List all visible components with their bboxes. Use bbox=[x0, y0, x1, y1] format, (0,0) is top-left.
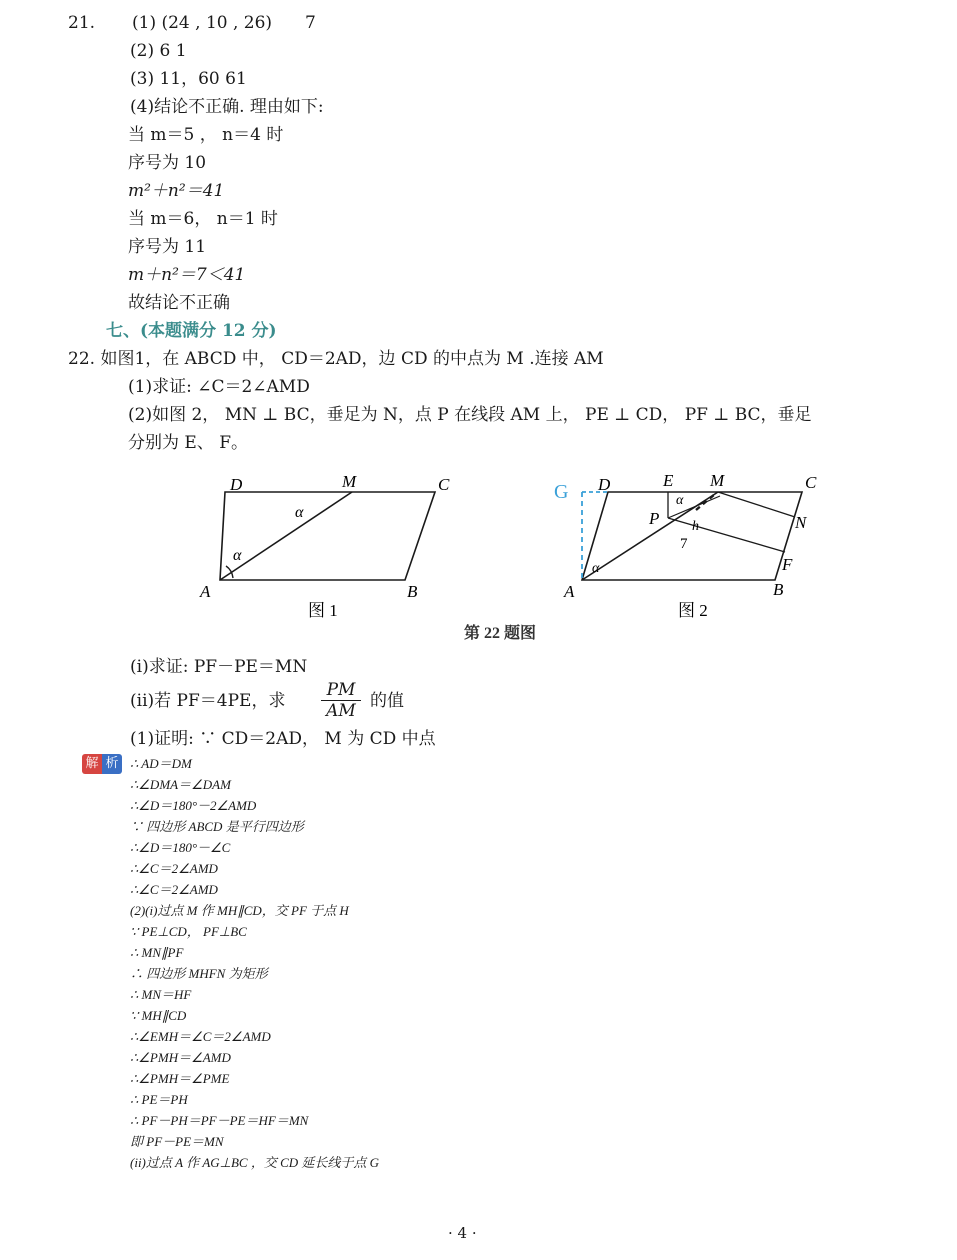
fig2-h: h bbox=[692, 519, 699, 534]
proof-start: (1)证明: ∵ CD＝2AD， M 为 CD 中点 bbox=[130, 729, 436, 749]
q21-line2: 序号为 10 bbox=[128, 153, 207, 173]
fig1-label-m: M bbox=[342, 472, 357, 491]
figure-1 bbox=[199, 472, 450, 620]
fig2-label-f: F bbox=[782, 555, 793, 574]
solution-line: ∴∠PMH＝∠PME bbox=[130, 1071, 230, 1086]
fig2-alpha-bottom: α bbox=[592, 561, 600, 576]
solution-line: ∴∠C＝2∠AMD bbox=[130, 861, 218, 876]
fig2-label-p: P bbox=[649, 509, 660, 528]
section-header: 七、(本题满分 12 分) bbox=[106, 321, 277, 341]
q21-line5: 序号为 11 bbox=[128, 237, 207, 257]
q21-line6: m＋n²＝7＜41 bbox=[128, 265, 246, 285]
solution-line: ∵ MH∥CD bbox=[130, 1008, 187, 1023]
q21-line4: 当 m＝6， n＝1 时 bbox=[128, 209, 278, 229]
q22-part2-b: 分别为 E、 F。 bbox=[128, 433, 249, 453]
solution-line: ∴ AD＝DM bbox=[130, 756, 192, 771]
solution-line: ∵ 四边形 ABCD 是平行四边形 bbox=[130, 819, 304, 834]
q21-line1: 当 m＝5 ， n＝4 时 bbox=[128, 125, 284, 145]
badge-left: 解 bbox=[82, 754, 102, 774]
q22-part2-a: (2)如图 2， MN ⊥ BC，垂足为 N，点 P 在线段 AM 上， PE ⊥ CD， PF ⊥ BC，垂足 bbox=[128, 405, 812, 425]
fig2-label-m: M bbox=[710, 471, 725, 490]
q21-answer2: (2) 6 1 bbox=[130, 41, 187, 61]
solution-line: ∴ 四边形 MHFN 为矩形 bbox=[130, 966, 268, 981]
q21-answer3: (3) 11，60 61 bbox=[130, 69, 247, 89]
fraction-numerator: PM bbox=[321, 680, 361, 701]
fig1-label-b: B bbox=[407, 582, 418, 601]
page-number: · 4 · bbox=[448, 1224, 477, 1242]
fraction-denominator: AM bbox=[326, 701, 356, 721]
fig2-label-n: N bbox=[795, 513, 807, 532]
q21-answer1-extra: 7 bbox=[305, 13, 316, 33]
solution-line: 即 PF－PE＝MN bbox=[130, 1134, 224, 1149]
fig2-caption: 图 2 bbox=[678, 601, 708, 620]
fig2-seven: 7 bbox=[680, 536, 688, 552]
figure-caption: 第 22 题图 bbox=[464, 625, 537, 642]
solution-line: ∴ PE＝PH bbox=[130, 1092, 188, 1107]
fraction-pm-am bbox=[321, 680, 361, 721]
fig2-alpha-top: α bbox=[676, 493, 684, 508]
q22-stem: 22. 如图1，在 ABCD 中， CD＝2AD，边 CD 的中点为 M .连接 AM bbox=[68, 349, 604, 369]
fig2-label-b: B bbox=[773, 580, 784, 599]
solution-line: ∴∠D＝180°－2∠AMD bbox=[130, 798, 257, 813]
fig2-label-a: A bbox=[564, 582, 575, 601]
q22-sub-i: (i)求证: PF－PE＝MN bbox=[130, 657, 308, 677]
q21-number: 21. bbox=[68, 13, 96, 33]
solution-line: ∴ MN∥PF bbox=[130, 945, 184, 960]
solution-line: ∴∠PMH＝∠AMD bbox=[130, 1050, 231, 1065]
solution-line: ∵ PE⊥CD， PF⊥BC bbox=[130, 924, 247, 939]
fig1-label-d: D bbox=[230, 475, 243, 494]
fig2-label-g: G bbox=[554, 481, 569, 503]
q21-answer1: (1) (24 , 10 , 26) bbox=[132, 13, 273, 33]
fig1-alpha-bottom: α bbox=[233, 547, 242, 564]
solution-line: ∴ PF－PH＝PF－PE＝HF＝MN bbox=[130, 1113, 309, 1128]
fig1-caption: 图 1 bbox=[308, 601, 338, 620]
fig2-label-c: C bbox=[805, 473, 817, 492]
q22-part1: (1)求证: ∠C＝2∠AMD bbox=[128, 377, 310, 397]
q22-sub-ii-b: 的值 bbox=[370, 691, 404, 711]
solution-line: (2)(i)过点 M 作 MH∥CD，交 PF 于点 H bbox=[130, 903, 349, 918]
solution-line: ∴∠D＝180°－∠C bbox=[130, 840, 231, 855]
solution-line: ∴∠EMH＝∠C＝2∠AMD bbox=[130, 1029, 271, 1044]
fig1-label-c: C bbox=[438, 475, 450, 494]
q22-sub-ii-a: (ii)若 PF＝4PE，求 bbox=[130, 691, 286, 711]
figure-2 bbox=[554, 471, 817, 620]
figure-area bbox=[130, 462, 870, 647]
fig1-label-a: A bbox=[200, 582, 211, 601]
q21-line7: 故结论不正确 bbox=[128, 293, 230, 313]
badge-right: 析 bbox=[102, 754, 122, 774]
solution-line: ∴ MN＝HF bbox=[130, 987, 192, 1002]
fig2-label-d: D bbox=[598, 475, 611, 494]
solution-line: ∴∠DMA＝∠DAM bbox=[130, 777, 231, 792]
fig1-alpha-top: α bbox=[295, 504, 304, 521]
solution-line: ∴∠C＝2∠AMD bbox=[130, 882, 218, 897]
analysis-badge bbox=[82, 754, 122, 774]
solution-line: (ii)过点 A 作 AG⊥BC ，交 CD 延长线于点 G bbox=[130, 1155, 380, 1170]
fig2-label-e: E bbox=[663, 471, 674, 490]
q21-line3: m²＋n²＝41 bbox=[128, 181, 225, 201]
q21-answer4: (4)结论不正确. 理由如下: bbox=[130, 97, 324, 117]
